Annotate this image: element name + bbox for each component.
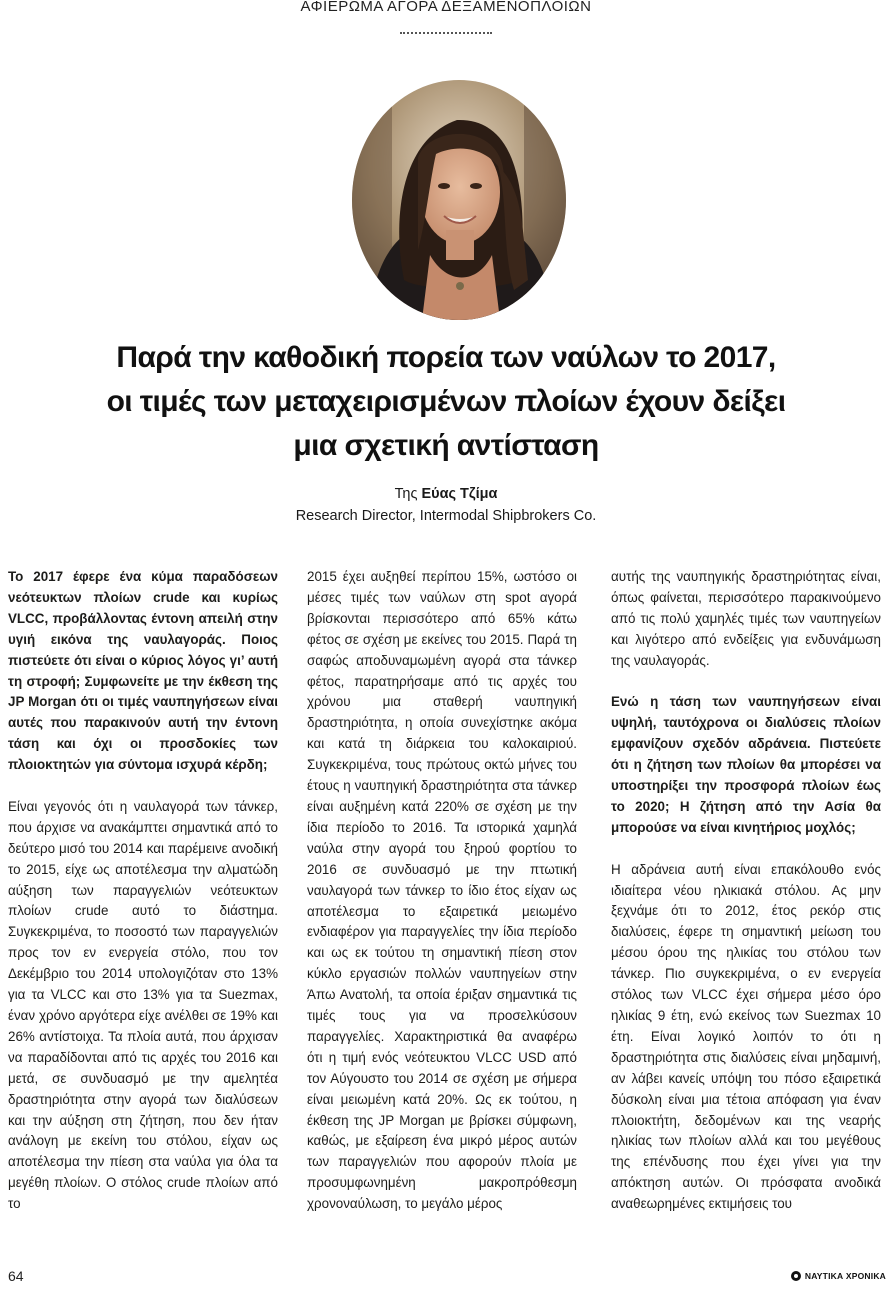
interview-answer: Είναι γεγονός ότι η ναυλαγορά των τάνκερ, που άρχισε να ανακάμπτει σημαντικά από το δεύτερο μισό του 2014 και παρέμεινε ανοδική το 2015, είχε ως αποτέλεσμα την αλματώδη αύξηση των παραγγελιών νεότευκτων πλοίων crude αυτό το διάστημα. Συγκεκριμένα, το ποσοστό των παραγγελιών προς τον εν ενεργεία στόλο, που τον Δεκέμβριο του 2014 υπολογιζόταν στο 13% για τα VLCC και στο 13% για τα Suezmax, έναν χρόνο αργότερα είχε ανέλθει σε 19% και 26% αντίστοιχα. Τα πλοία αυτά, που άρχισαν να παραδίδονται από τις αρχές του 2016 και μετά, σε συνδυασμό με την αμελητέα δραστηριότητα στην αγορά των διαλύσεων και την αύξηση στη ζήτηση, που δεν ήταν ανάλογη με εκείνη του στόλου, είχαν ως αποτέλεσμα την πίεση στα ναύλα για όλα τα μεγέθη πλοίων. Ο στόλος crude πλοίων από το bbox=[8, 798, 278, 1212]
article-column-3 bbox=[611, 567, 881, 1215]
brand-name: ΝΑΥΤΙΚΑ ΧΡΟΝΙΚΑ bbox=[804, 1271, 886, 1281]
brand-logo-icon bbox=[791, 1271, 801, 1281]
article-column-1 bbox=[8, 567, 278, 1215]
author-portrait bbox=[352, 80, 566, 320]
interview-question: Το 2017 έφερε ένα κύμα παραδόσεων νεότευκτων πλοίων crude και κυρίως VLCC, προβάλλοντας έντονη απειλή στην υγιή εικόνα της ναυλαγοράς. Ποιος πιστεύετε ότι είναι ο κύριος λόγος γι’ αυτή τη στροφή; Συμφωνείτε με την έκθεση της JP Morgan ότι οι τιμές ναυπηγήσεων είναι αυτές που παρακινούν αυτή την έντονη τάση και όχι οι προσδοκίες των πλοιοκτητών για σύντομα ισχυρά κέρδη; bbox=[8, 569, 278, 773]
article-column-2 bbox=[307, 567, 577, 1215]
section-divider bbox=[400, 32, 492, 34]
author-name: Εύας Τζίμα bbox=[421, 486, 498, 502]
headline-line: Παρά την καθοδική πορεία των ναύλων το 2017, bbox=[116, 341, 776, 374]
interview-answer: 2015 έχει αυξηθεί περίπου 15%, ωστόσο οι μέσες τιμές των ναύλων στη spot αγορά βρίσκονται περισσότερο από 65% κάτω φέτος σε σχέση με εκείνες του 2015. Παρά τη σαφώς αποδυναμωμένη αγορά στα τάνκερ φέτος, παρατηρήσαμε από τις αρχές του χρόνου μια σταθερή ναυπηγική δραστηριότητα, η οποία συνεχίστηκε ακόμα και κατά τη διάρκεια του καλοκαιριού. Συγκεκριμένα, τους πρώτους οκτώ μήνες του έτους η ναυπηγική δραστηριότητα στα τάνκερ είναι αυξημένη κατά 220% σε σχέση με την ίδια περίοδο το 2016. Τα ιστορικά χαμηλά ναύλα στην αγορά του ξηρού φορτίου το 2016 σε συνδυασμό με την πτωτική ναυλαγορά των τάνκερ το ίδιο έτος είχαν ως αποτέλεσμα το εξαιρετικά μειωμένο ενδιαφέρον για παραγγελίες την ίδια περίοδο και ως εκ τούτου τη σημαντική πίεση στον κύκλο εργασιών πολλών ναυπηγείων στην Άπω Ανατολή, τα οποία έριξαν σημαντικά τις τιμές τους για να προσελκύσουν παραγγελίες. Χαρακτηριστικά θα αναφέρω ότι η τιμή ενός νεότευκτου VLCC USD από τον Αύγουστο του 2014 σε σχέση με σήμερα είναι μειωμένη κατά 20%. Ως εκ τούτου, η έκθεση της JP Morgan με βρίσκει σύμφωνη, καθώς, με εξαίρεση ένα μικρό μέρος αυτών των παραγγελιών που αφορούν πλοία με προσυμφωνημένη μακροπρόθεσμη χρονοναύλωση, το μεγάλο μέρος bbox=[307, 569, 577, 1212]
page-number: 64 bbox=[8, 1268, 24, 1284]
author-title: Research Director, Intermodal Shipbrokers Co. bbox=[295, 508, 597, 524]
article-headline bbox=[30, 336, 862, 468]
section-label: ΑΦΙΕΡΩΜΑ ΑΓΟΡΑ ΔΕΞΑΜΕΝΟΠΛΟΙΩΝ bbox=[300, 0, 592, 15]
byline bbox=[0, 483, 892, 527]
interview-answer: αυτής της ναυπηγικής δραστηριότητας είναι, όπως φαίνεται, περισσότερο παρακινούμενο από τις πολύ χαμηλές τιμές των ναυπηγείων και λιγότερο από ενδείξεις για ενδυνάμωση της ναυλαγοράς. bbox=[611, 569, 881, 668]
interview-answer: Η αδράνεια αυτή είναι επακόλουθο ενός ιδιαίτερα νέου ηλικιακά στόλου. Ας μην ξεχνάμε ότι το 2012, έτος ρεκόρ στις διαλύσεις, έφερε τη σημαντική μείωση του μέσου όρου της ηλικίας του στόλου των τάνκερ. Πιο συγκεκριμένα, ο εν ενεργεία στόλος των VLCC έχει σήμερα μέσο όρο ηλικίας 9 έτη, ενώ εκείνος των Suezmax 10 έτη. Είναι λογικό λοιπόν το ότι η δραστηριότητα στις διαλύσεις είναι μηδαμινή, αν λάβει κανείς υπόψη του πόσο εξαιρετικά δύσκολη είναι μια τέτοια απόφαση για έναν πλοιοκτήτη, δεδομένων και της νεαρής ηλικίας των πλοίων αλλά και του μεγέθους της επένδυσης που έχει γίνει για την απόκτηση αυτών. Οι πρόσφατα ανοδικά αναθεωρημένες εκτιμήσεις του bbox=[611, 861, 881, 1212]
byline-prefix: Της bbox=[394, 486, 418, 502]
magazine-brand bbox=[791, 1271, 886, 1281]
interview-question: Ενώ η τάση των ναυπηγήσεων είναι υψηλή, ταυτόχρονα οι διαλύσεις πλοίων εμφανίζουν σχεδόν αδράνεια. Πιστεύετε ότι η ζήτηση των πλοίων θα μπορέσει να υποστηρίξει την προσφορά πλοίων έως το 2020; Η ζήτηση από την Ασία θα μπορούσε να είναι κινητήριος μοχλός; bbox=[611, 694, 881, 835]
headline-line: οι τιμές των μεταχειρισμένων πλοίων έχουν δείξει bbox=[106, 385, 786, 418]
byline-author-line bbox=[0, 483, 892, 505]
headline-line: μια σχετική αντίσταση bbox=[293, 429, 599, 462]
